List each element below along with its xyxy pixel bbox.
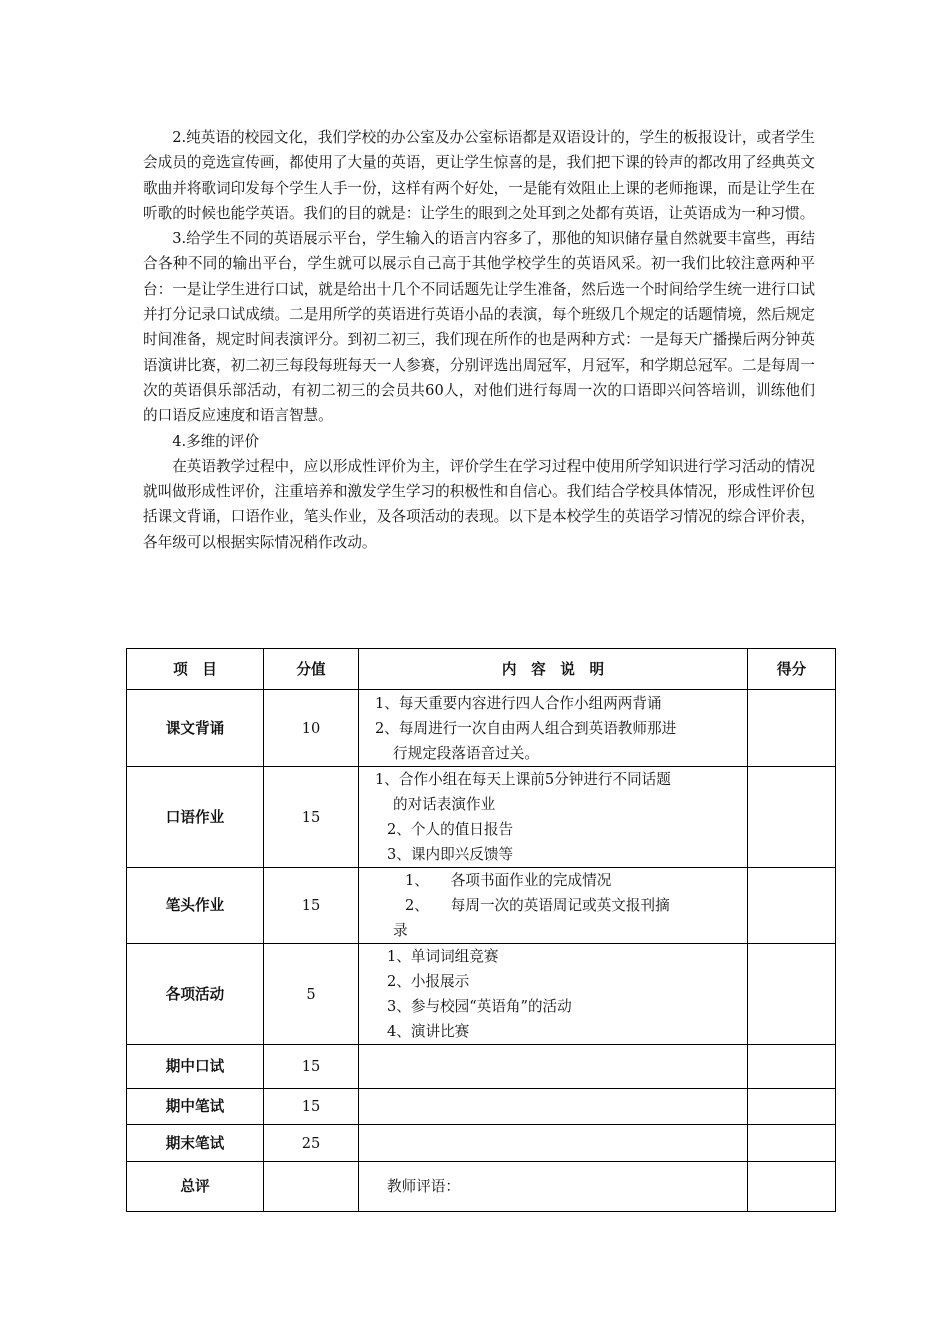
header-points: 得分 bbox=[748, 649, 836, 690]
row-score: 10 bbox=[264, 690, 359, 767]
row-description bbox=[359, 1089, 748, 1125]
row-item: 各项活动 bbox=[127, 944, 264, 1045]
row-points bbox=[748, 1125, 836, 1162]
row-points bbox=[748, 944, 836, 1045]
body-text bbox=[143, 125, 815, 555]
desc-line: 4、演讲比赛 bbox=[387, 1023, 470, 1040]
row-item: 口语作业 bbox=[127, 767, 264, 868]
header-item: 项 目 bbox=[127, 649, 264, 690]
row-score: 15 bbox=[264, 868, 359, 944]
paragraph-formative-evaluation: 在英语教学过程中，应以形成性评价为主，评价学生在学习过程中使用所学知识进行学习活动的情况就叫做形成性评价，注重培养和激发学生学习的积极性和自信心。我们结合学校具体情况，形成性评价包括课文背诵，口语作业，笔头作业，及各项活动的表现。以下是本校学生的英语学习情况的综合评价表，各年级可以根据实际情况稍作改动。 bbox=[143, 457, 815, 551]
desc-line: 行规定段落语音过关。 bbox=[393, 744, 539, 762]
desc-line: 3、参与校园“英语角”的活动 bbox=[387, 998, 572, 1015]
teacher-comment-label: 教师评语： bbox=[387, 1178, 460, 1195]
row-item: 课文背诵 bbox=[127, 690, 264, 767]
row-points bbox=[748, 868, 836, 944]
desc-line: 1、合作小组在每天上课前5分钟进行不同话题 bbox=[375, 771, 671, 788]
table-row bbox=[127, 767, 836, 868]
row-item: 期中笔试 bbox=[127, 1089, 264, 1125]
row-points bbox=[748, 1045, 836, 1089]
row-description bbox=[359, 944, 748, 1045]
table-row bbox=[127, 1045, 836, 1089]
row-item: 期末笔试 bbox=[127, 1125, 264, 1162]
row-score: 15 bbox=[264, 767, 359, 868]
paragraph-display-platform: 3.给学生不同的英语展示平台，学生输入的语言内容多了，那他的知识储存量自然就要丰富些，再结合各种不同的输出平台，学生就可以展示自己高于其他学校学生的英语风采。初一我们比较注意两种平台：一是让学生进行口试，就是给出十几个不同话题先让学生准备，然后选一个时间给学生统一进行口试并打分记录口试成绩。二是用所学的英语进行英语小品的表演，每个班级几个规定的话题情境，然后规定时间准备，规定时间表演评分。到初二初三，我们现在所作的也是两种方式：一是每天广播操后两分钟英语演讲比赛，初二初三每段每班每天一人参赛，分别评选出周冠军，月冠军，和学期总冠军。二是每周一次的英语俱乐部活动，有初二初三的会员共60人，对他们进行每周一次的口语即兴问答培训，训练他们的口语反应速度和语言智慧。 bbox=[143, 230, 815, 425]
row-points bbox=[748, 1089, 836, 1125]
paragraph-evaluation-heading: 4.多维的评价 bbox=[172, 432, 260, 450]
row-description bbox=[359, 1125, 748, 1162]
row-description bbox=[359, 1162, 748, 1212]
row-score: 15 bbox=[264, 1045, 359, 1089]
header-description: 内 容 说 明 bbox=[359, 649, 748, 690]
desc-line: 的对话表演作业 bbox=[393, 796, 496, 813]
row-item: 期中口试 bbox=[127, 1045, 264, 1089]
header-score: 分值 bbox=[264, 649, 359, 690]
table-row bbox=[127, 1089, 836, 1125]
table-row bbox=[127, 690, 836, 767]
paragraph-campus-culture: 2.纯英语的校园文化，我们学校的办公室及办公室标语都是双语设计的，学生的板报设计，或者学生会成员的竞选宣传画，都使用了大量的英语，更让学生惊喜的是，我们把下课的铃声的都改用了经典英文歌曲并将歌词印发每个学生人手一份，这样有两个好处，一是能有效阻止上课的老师拖课，而是让学生在听歌的时候也能学英语。我们的目的就是：让学生的眼到之处耳到之处都有英语，让英语成为一种习惯。 bbox=[143, 129, 815, 222]
table-header-row bbox=[127, 649, 836, 690]
desc-line: 录 bbox=[393, 922, 408, 939]
row-description bbox=[359, 868, 748, 944]
evaluation-table bbox=[126, 648, 836, 1212]
desc-line: 1、 各项书面作业的完成情况 bbox=[405, 872, 612, 889]
row-description bbox=[359, 767, 748, 868]
row-description bbox=[359, 1045, 748, 1089]
row-score: 5 bbox=[264, 944, 359, 1045]
row-score: 25 bbox=[264, 1125, 359, 1162]
desc-line: 1、单词词组竞赛 bbox=[387, 948, 499, 965]
desc-line: 2、每周进行一次自由两人组合到英语教师那进 bbox=[375, 719, 677, 737]
table-row bbox=[127, 868, 836, 944]
row-description bbox=[359, 690, 748, 767]
row-item: 笔头作业 bbox=[127, 868, 264, 944]
desc-line: 2、小报展示 bbox=[387, 973, 470, 990]
row-item: 总评 bbox=[127, 1162, 264, 1212]
row-score bbox=[264, 1162, 359, 1212]
row-points bbox=[748, 1162, 836, 1212]
table-row bbox=[127, 1125, 836, 1162]
table-row bbox=[127, 1162, 836, 1212]
row-points bbox=[748, 690, 836, 767]
desc-line: 2、个人的值日报告 bbox=[387, 821, 514, 838]
desc-line: 2、 每周一次的英语周记或英文报刊摘 bbox=[405, 897, 670, 914]
desc-line: 1、每天重要内容进行四人合作小组两两背诵 bbox=[375, 694, 662, 712]
row-points bbox=[748, 767, 836, 868]
row-score: 15 bbox=[264, 1089, 359, 1125]
table-row bbox=[127, 944, 836, 1045]
desc-line: 3、课内即兴反馈等 bbox=[387, 846, 514, 863]
